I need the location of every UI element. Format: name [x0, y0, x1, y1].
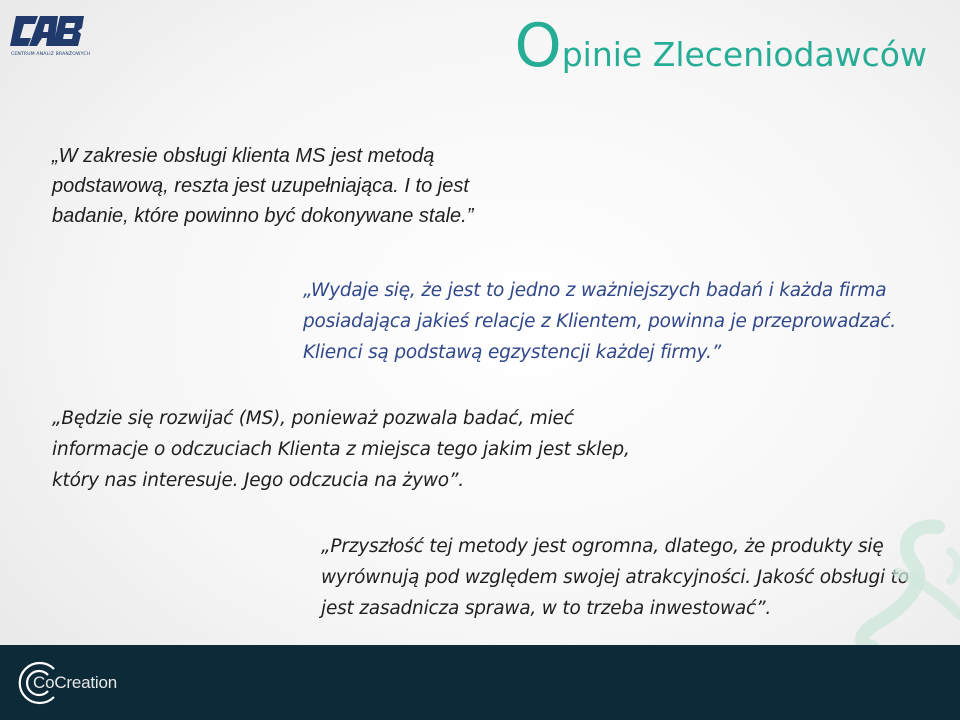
- quote-3: „Będzie się rozwijać (MS), ponieważ pozwala badać, mieć informacje o odczuciach Klienta z miejsca tego jakim jest sklep, który nas interesuje. Jego odczucia na żywo”.: [52, 408, 630, 491]
- quote-1: „W zakresie obsługi klienta MS jest metodą podstawową, reszta jest uzupełniająca. I to jest badanie, które powinno być dokonywane stale.”: [52, 145, 474, 227]
- page-title: [514, 11, 927, 81]
- footer-bar: [0, 645, 960, 720]
- logo-subtitle: CENTRUM ANALIZ BRANŻOWYCH: [11, 52, 91, 57]
- quote-4: „Przyszłość tej metody jest ogromna, dlatego, że produkty się wyrównują pod względem swojej atrakcyjności. Jakość obsługi to jest zasadnicza sprawa, w to trzeba inwestować”.: [321, 536, 909, 619]
- ampersand-swirl-icon: [810, 515, 960, 650]
- title-initial: O: [514, 11, 562, 81]
- quote-2: „Wydaje się, że jest to jedno z ważniejszych badań i każda firma posiadająca jakieś relacje z Klientem, powinna je przeprowadzać. Klienci są podstawą egzystencji każdej firmy.”: [303, 280, 896, 363]
- title-rest: pinie Zleceniodawców: [561, 35, 927, 74]
- footer-brand: CoCreation: [33, 673, 117, 692]
